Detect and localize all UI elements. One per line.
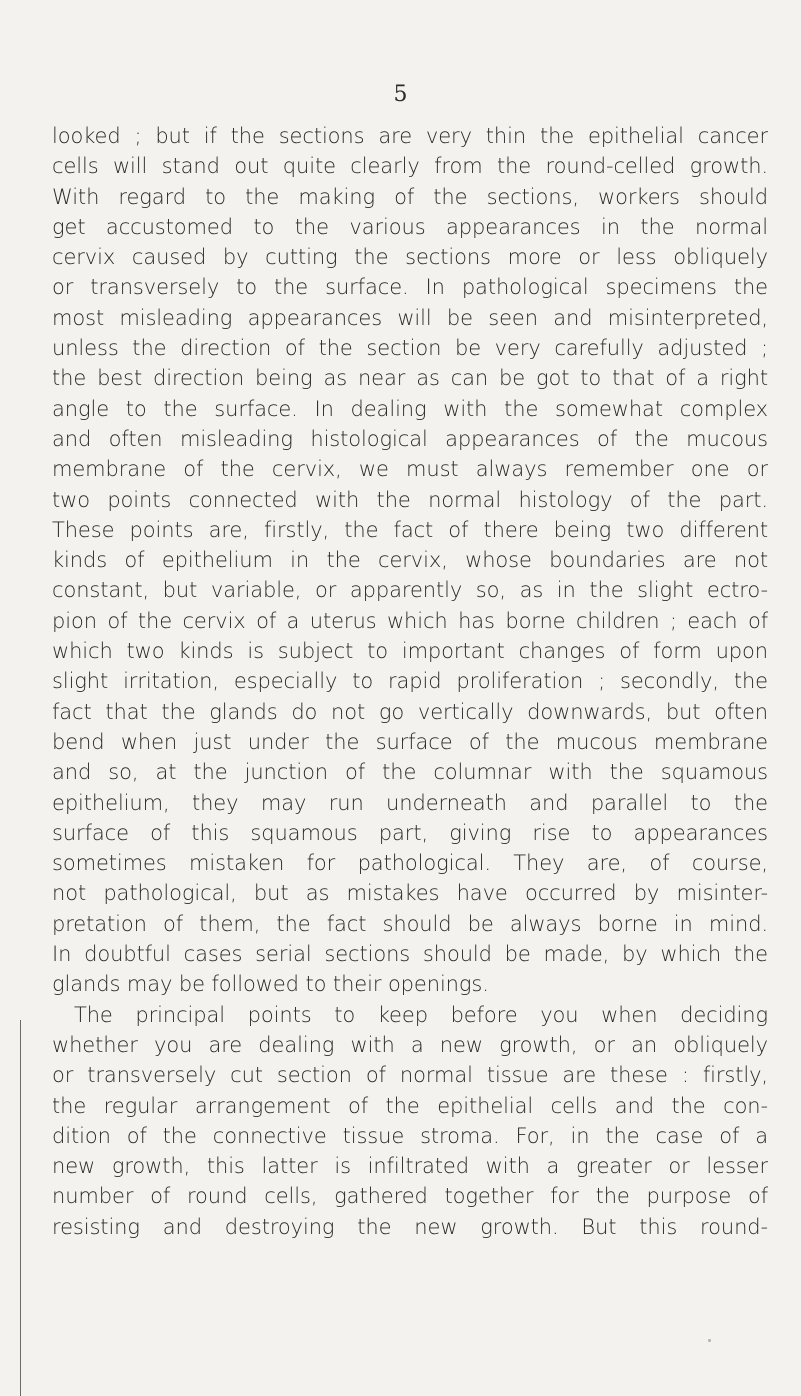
text-line: fact that the glands do not go vertically downwards, but often bbox=[52, 699, 768, 724]
text-line: not pathological, but as mistakes have occurred by misinter- bbox=[52, 881, 768, 906]
text-line: epithelium, they may run underneath and parallel to the bbox=[52, 790, 768, 815]
text-line: cells will stand out quite clearly from the round-celled growth. bbox=[52, 154, 768, 179]
text-line: angle to the surface. In dealing with the somewhat complex bbox=[52, 396, 768, 421]
page-number: 5 bbox=[393, 82, 408, 107]
text-line: In doubtful cases serial sections should be made, by which the bbox=[52, 942, 768, 967]
text-line: which two kinds is subject to important changes of form upon bbox=[52, 639, 768, 664]
text-line: whether you are dealing with a new growth, or an obliquely bbox=[52, 1032, 768, 1057]
body-text bbox=[52, 121, 768, 1242]
text-line: and often misleading histological appearances of the mucous bbox=[52, 426, 768, 451]
text-line: glands may be followed to their openings. bbox=[52, 972, 489, 997]
text-line: dition of the connective tissue stroma. For, in the case of a bbox=[52, 1123, 768, 1148]
text-line: the best direction being as near as can be got to that of a right bbox=[52, 366, 768, 391]
text-line: kinds of epithelium in the cervix, whose boundaries are not bbox=[52, 548, 768, 573]
text-line: constant, but variable, or apparently so, as in the slight ectro- bbox=[52, 578, 768, 603]
text-line: The principal points to keep before you when deciding bbox=[74, 1002, 768, 1027]
text-line: or transversely cut section of normal tissue are these : firstly, bbox=[52, 1063, 768, 1088]
text-line: cervix caused by cutting the sections more or less obliquely bbox=[52, 245, 768, 270]
text-line: number of round cells, gathered together for the purpose of bbox=[52, 1184, 768, 1209]
text-line: sometimes mistaken for pathological. They are, of course, bbox=[52, 851, 768, 876]
text-line: get accustomed to the various appearances in the normal bbox=[52, 214, 768, 239]
text-line: two points connected with the normal histology of the part. bbox=[52, 487, 768, 512]
text-line: unless the direction of the section be very carefully adjusted ; bbox=[52, 336, 768, 361]
text-line: These points are, firstly, the fact of there being two different bbox=[52, 517, 768, 542]
text-line: most misleading appearances will be seen and misinterpreted, bbox=[52, 305, 768, 330]
text-line: or transversely to the surface. In pathological specimens the bbox=[52, 275, 768, 300]
text-line: pion of the cervix of a uterus which has borne children ; each of bbox=[52, 608, 768, 633]
text-line: surface of this squamous part, giving rise to appearances bbox=[52, 820, 768, 845]
text-line: looked ; but if the sections are very thin the epithelial cancer bbox=[52, 124, 768, 148]
text-line: and so, at the junction of the columnar with the squamous bbox=[52, 760, 768, 785]
text-line: slight irritation, especially to rapid proliferation ; secondly, the bbox=[52, 669, 768, 694]
text-line: resisting and destroying the new growth. But this round- bbox=[52, 1214, 768, 1239]
text-line: the regular arrangement of the epithelial cells and the con- bbox=[52, 1093, 768, 1118]
text-line: With regard to the making of the sections, workers should bbox=[52, 184, 768, 209]
text-line: bend when just under the surface of the mucous membrane bbox=[52, 729, 768, 754]
text-line: pretation of them, the fact should be always borne in mind. bbox=[52, 911, 768, 936]
text-line: membrane of the cervix, we must always remember one or bbox=[52, 457, 768, 482]
scan-speck bbox=[708, 1339, 711, 1342]
text-line: new growth, this latter is infiltrated with a greater or lesser bbox=[52, 1154, 768, 1179]
binding-edge-line bbox=[20, 1020, 21, 1396]
